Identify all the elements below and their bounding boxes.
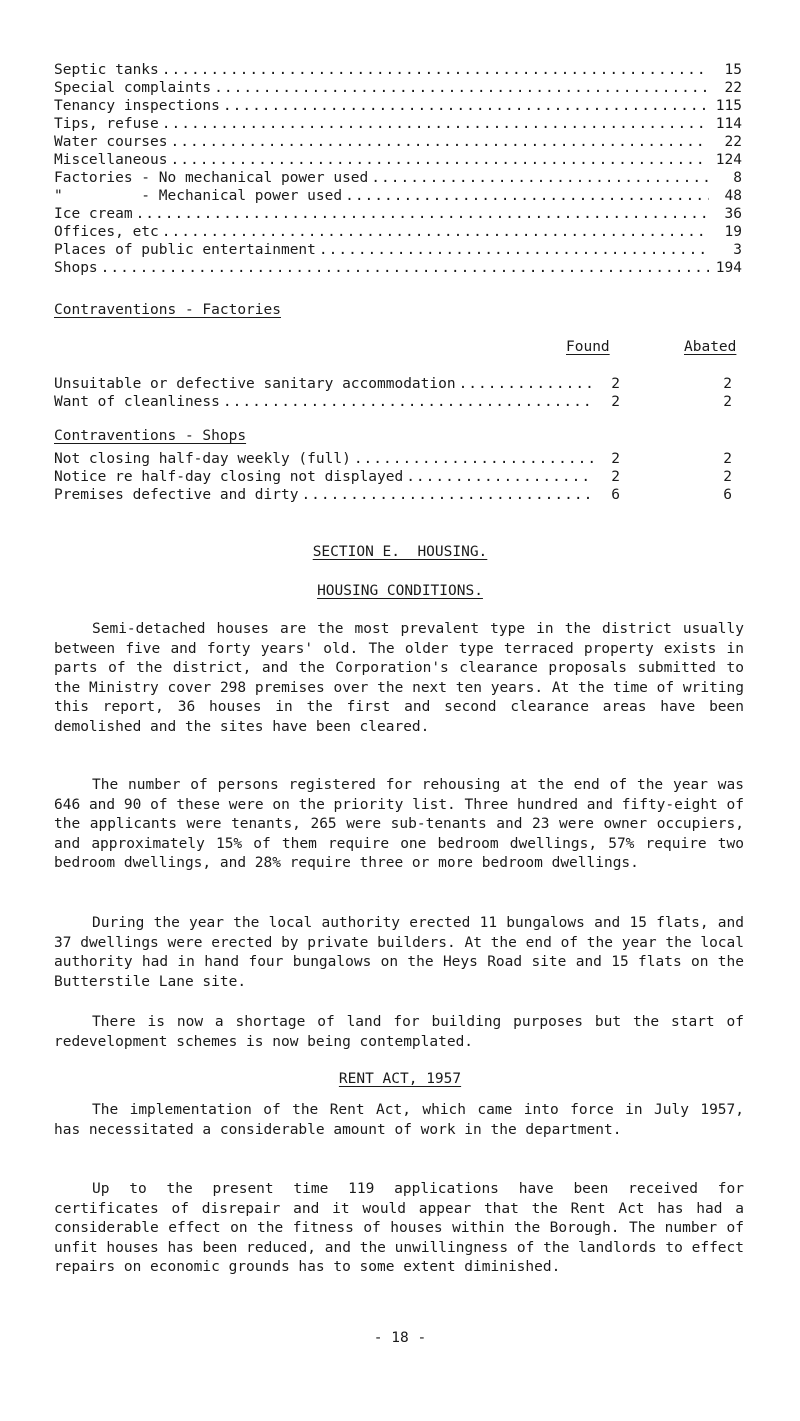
list-item: " - Mechanical power used ..... 48: [54, 188, 742, 205]
list-item: Tips, refuse ..... 114: [54, 116, 742, 133]
rent-act-title: RENT ACT, 1957: [338, 1071, 462, 1087]
shops-heading: Contraventions - Shops: [54, 428, 247, 444]
list-item: Septic tanks ..... 15: [54, 62, 742, 79]
list-item: Offices, etc ..... 19: [54, 224, 742, 241]
table-row: Not closing half-day weekly (full) ..... 2: [54, 451, 620, 467]
page-number: - 18 -: [373, 1330, 427, 1346]
list-item: Special complaints ..... 22: [54, 80, 742, 97]
list-item: Ice cream ..... 36: [54, 206, 742, 223]
abated-column-header: Abated: [684, 339, 737, 355]
abated-value: 2: [723, 376, 732, 392]
factories-heading: Contraventions - Factories: [54, 302, 281, 318]
paragraph: During the year the local authority erected 11 bungalows and 15 flats, and 37 dwellings were erected by private builders. At the end of the year the local authority had in hand four bungalows on the Heys Road site and 15 flats on the Butterstile Lane site.: [54, 915, 744, 990]
list-item: Factories - No mechanical power used ..... 8: [54, 170, 742, 187]
table-row: Premises defective and dirty ..... 6: [54, 487, 620, 503]
found-column-header: Found: [566, 339, 610, 355]
table-row: Want of cleanliness ..... 2: [54, 394, 620, 410]
list-item: Shops ..... 194: [54, 260, 742, 277]
section-title: SECTION E. HOUSING.: [312, 544, 488, 560]
paragraph: The implementation of the Rent Act, which came into force in July 1957, has necessitated a considerable amount of work in the department.: [54, 1102, 744, 1138]
list-item: Miscellaneous ..... 124: [54, 152, 742, 169]
list-item: Places of public entertainment ..... 3: [54, 242, 742, 259]
paragraph: The number of persons registered for rehousing at the end of the year was 646 and 90 of these were on the priority list. Three hundred and fifty-eight of the applicants were tenants, 265 were sub-tenants and 23 were owner occupiers, and approximately 15% of them require one bedroom dwellings, 57% require two bedroom dwellings, and 28% require three or more bedroom dwellings.: [54, 777, 744, 872]
list-item: Water courses ..... 22: [54, 134, 742, 151]
table-row: Notice re half-day closing not displayed ..... 2: [54, 469, 620, 485]
table-row: Unsuitable or defective sanitary accommodation ..... 2: [54, 376, 620, 392]
paragraph: There is now a shortage of land for building purposes but the start of redevelopment schemes is now being contemplated.: [54, 1014, 744, 1050]
list-item: Tenancy inspections ..... 115: [54, 98, 742, 115]
abated-value: 2: [723, 451, 732, 467]
abated-value: 2: [723, 469, 732, 485]
paragraph: Semi-detached houses are the most prevalent type in the district usually between five and forty years' old. The older type terraced property exists in parts of the district, and the Corporation's clearance proposals submitted to the Ministry cover 298 premises over the next ten years. At the time of writing this report, 36 houses in the first and second clearance areas have been demolished and the sites have been cleared.: [54, 621, 744, 735]
abated-value: 6: [723, 487, 732, 503]
paragraph: Up to the present time 119 applications have been received for certificates of disrepair and it would appear that the Rent Act has had a considerable effect on the fitness of houses within the Borough. The number of unfit houses has been reduced, and the unwillingness of the landlords to effect repairs on economic grounds has to some extent diminished.: [54, 1181, 744, 1276]
housing-conditions-title: HOUSING CONDITIONS.: [317, 583, 483, 599]
abated-value: 2: [723, 394, 732, 410]
